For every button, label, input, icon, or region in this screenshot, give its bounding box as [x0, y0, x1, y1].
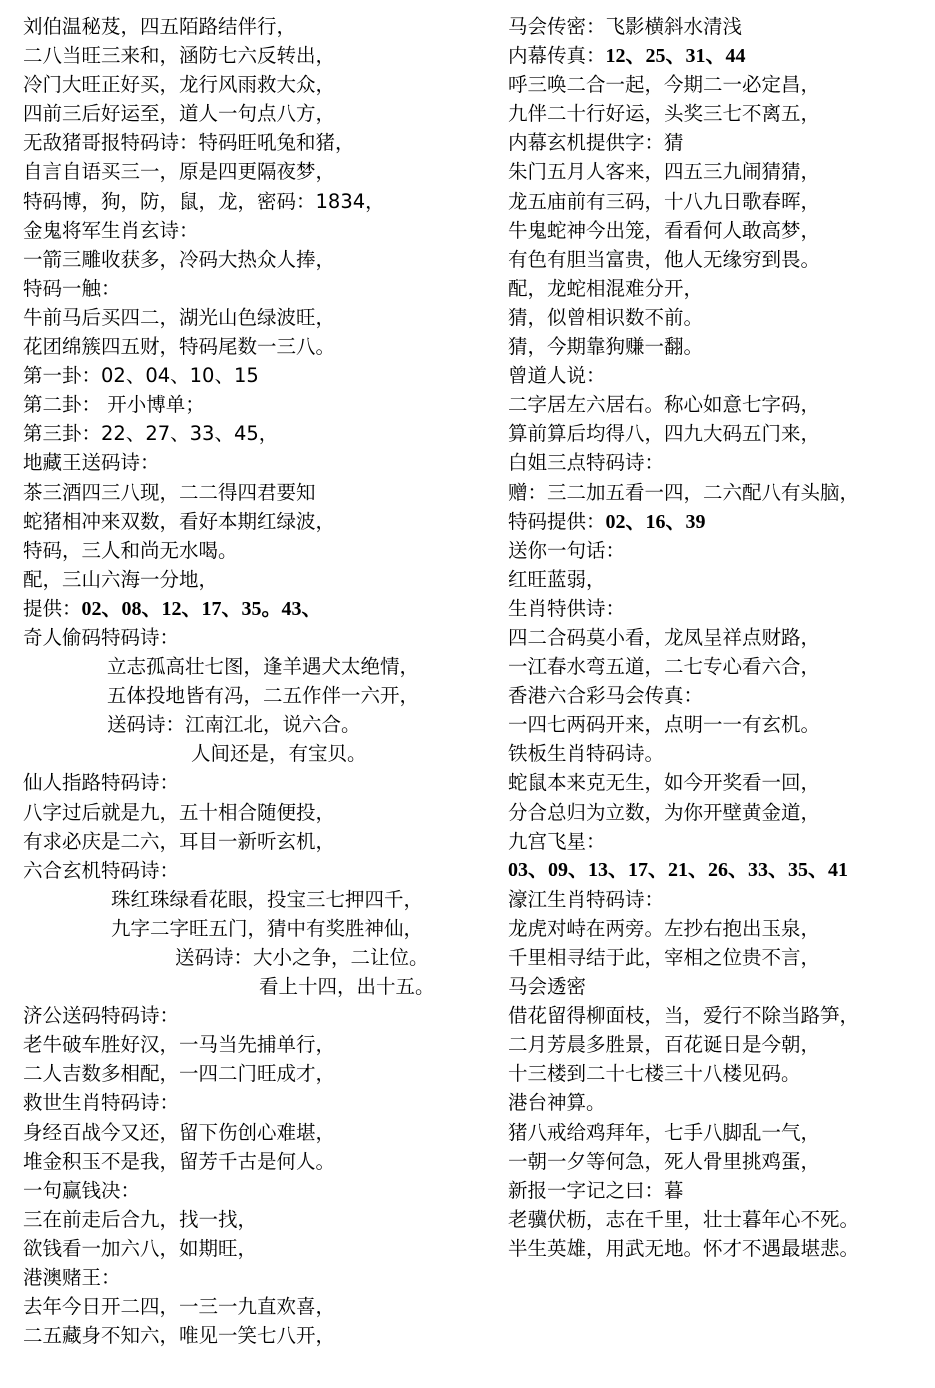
line-numbers: 02、16、39: [605, 510, 706, 533]
poem-line: 看上十四，出十五。: [259, 975, 435, 999]
section-heading: 送你一句话：: [508, 538, 626, 562]
text-line: 呼三唤二合一起，今期二一必定昌，: [508, 73, 821, 97]
text-line: 第三卦：22、27、33、45，: [23, 422, 279, 446]
number-line: [508, 41, 928, 70]
poem-line: 五体投地皆有冯，二五作伴一六开，: [107, 684, 420, 708]
text-line: 二字居左六居右。称心如意七字码，: [508, 393, 821, 417]
section-heading: 地藏王送码诗：: [23, 451, 160, 475]
poem-line: 送码诗：江南江北，说六合。: [107, 713, 361, 737]
text-line: 马会传密：飞影横斜水清浅: [508, 15, 743, 38]
section-heading: 济公送码特码诗：: [23, 1004, 180, 1028]
right-column: [508, 12, 928, 1263]
section-heading: 港台神算。: [508, 1091, 606, 1115]
section-heading: 奇人偷码特码诗：: [23, 625, 180, 649]
number-line: [508, 507, 928, 536]
text-line: 二月芳晨多胜景，百花诞日是今朝，: [508, 1033, 821, 1057]
text-line: 千里相寻结于此，宰相之位贵不言，: [508, 946, 821, 969]
text-line: 无敌猪哥报特码诗：特码旺吼兔和猪，: [23, 131, 355, 155]
section-heading: 六合玄机特码诗：: [23, 858, 180, 882]
poem-line: 珠红珠绿看花眼，投宝三七押四千，: [111, 887, 424, 911]
text-line: 赠：三二加五看一四，二六配八有头脑，: [508, 480, 860, 504]
line-prefix: 提供：: [23, 596, 82, 620]
section-heading: 马会透密: [508, 975, 587, 999]
section-heading: 一句赢钱决：: [23, 1178, 141, 1202]
text-line: 堆金积玉不是我，留芳千古是何人。: [23, 1149, 336, 1173]
text-line: 配，三山六海一分地，: [23, 567, 219, 591]
poem-line: 人间还是，有宝贝。: [191, 742, 367, 766]
text-line: 三在前走后合九，找一找，: [23, 1207, 258, 1231]
section-heading: 曾道人说：: [508, 364, 606, 388]
text-line: 牛前马后买四二，湖光山色绿波旺，: [23, 305, 336, 329]
line-numbers: 12、25、31、44: [605, 45, 746, 68]
section-heading: 生肖特供诗：: [508, 596, 626, 620]
text-line: 自言自语买三一，原是四更隔夜梦，: [23, 160, 336, 184]
text-line: 猪八戒给鸡拜年，七手八脚乱一气，: [508, 1120, 821, 1144]
text-line: 配，龙蛇相混难分开，: [508, 276, 704, 300]
section-heading: 金鬼将军生肖玄诗：: [23, 218, 199, 242]
text-line: 四前三后好运至，道人一句点八方，: [23, 102, 336, 126]
section-heading: 九宫飞星：: [508, 829, 606, 853]
section-heading: 白姐三点特码诗：: [508, 451, 665, 475]
section-heading: 濠江生肖特码诗：: [508, 887, 665, 911]
text-line: 新报一字记之曰：暮: [508, 1178, 684, 1202]
text-line: 有求必庆是二六，耳目一新听玄机，: [23, 829, 336, 853]
text-line: 四二合码莫小看，龙凤呈祥点财路，: [508, 625, 821, 649]
text-line: 龙五庙前有三码，十八九日歌春晖，: [508, 189, 821, 213]
text-line: 猜，今期靠狗赚一翻。: [508, 335, 704, 359]
text-line: 龙虎对峙在两旁。左抄右抱出玉泉，: [508, 916, 821, 940]
text-line: 一江春水弯五道，二七专心看六合，: [508, 655, 821, 679]
text-line: 欲钱看一加六八，如期旺，: [23, 1236, 258, 1260]
text-line: 去年今日开二四，一三一九直欢喜，: [23, 1295, 336, 1319]
text-line: 算前算后均得八，四九大码五门来，: [508, 422, 821, 446]
section-heading: 特码一触：: [23, 276, 121, 300]
text-line: 刘伯温秘芨，四五陌路结伴行，: [23, 15, 297, 38]
text-line: 借花留得柳面枝，当，爱行不除当路笋，: [508, 1004, 860, 1028]
text-line: 第二卦： 开小博单；: [23, 393, 205, 417]
text-line: 二人吉数多相配，一四二门旺成才，: [23, 1062, 336, 1086]
text-line: 内幕玄机提供字：猜: [508, 131, 684, 155]
poem-line: 立志孤高壮七图，逢羊遇犬太绝情，: [107, 655, 420, 679]
left-column: [23, 12, 493, 1350]
section-heading: 香港六合彩马会传真：: [508, 684, 704, 708]
text-line: 牛鬼蛇神今出笼，看看何人敢高梦，: [508, 218, 821, 242]
section-heading: 港澳赌王：: [23, 1266, 121, 1290]
text-line: 老骥伏枥，志在千里，壮士暮年心不死。: [508, 1207, 860, 1231]
line-prefix: 特码提供：: [508, 509, 606, 533]
text-line: 二五藏身不知六，唯见一笑七八开，: [23, 1324, 336, 1348]
text-line: 分合总归为立数，为你开壁黄金道，: [508, 800, 821, 824]
line-prefix: 内幕传真：: [508, 44, 606, 68]
text-line: 八字过后就是九，五十相合随便投，: [23, 800, 336, 824]
text-line: 九伴二十行好运，头奖三七不离五，: [508, 102, 821, 126]
text-line: 特码，三人和尚无水喝。: [23, 538, 238, 562]
text-line: 猜，似曾相识数不前。: [508, 305, 704, 329]
text-line: 老牛破车胜好汉，一马当先捕单行，: [23, 1033, 336, 1057]
text-line: 二八当旺三来和，涵防七六反转出，: [23, 44, 336, 68]
text-line: 有色有胆当富贵，他人无缘穷到畏。: [508, 247, 821, 271]
text-line: 十三楼到二十七楼三十八楼见码。: [508, 1062, 801, 1086]
text-line: 蛇猪相冲来双数，看好本期红绿波，: [23, 509, 336, 533]
number-line: [23, 594, 493, 623]
number-line: 03、09、13、17、21、26、33、35、41: [508, 858, 848, 881]
poem-line: 九字二字旺五门，猜中有奖胜神仙，: [111, 916, 424, 940]
text-line: 第一卦：02、04、10、15: [23, 364, 259, 388]
line-numbers: 02、08、12、17、35。43、: [81, 597, 322, 620]
text-line: 身经百战今又还，留下伤创心难堪，: [23, 1120, 336, 1144]
text-line: 朱门五月人客来，四五三九闹猜猜，: [508, 160, 821, 184]
text-line: 冷门大旺正好买，龙行风雨救大众，: [23, 73, 336, 97]
text-line: 一朝一夕等何急，死人骨里挑鸡蛋，: [508, 1149, 821, 1173]
text-line: 一四七两码开来，点明一一有玄机。: [508, 713, 821, 737]
section-heading: 救世生肖特码诗：: [23, 1091, 180, 1115]
text-line: 特码博，狗，防，鼠，龙，密码：1834，: [23, 189, 385, 213]
section-heading: 仙人指路特码诗：: [23, 771, 180, 795]
text-line: 半生英雄，用武无地。怀才不遇最堪悲。: [508, 1236, 860, 1260]
text-line: 一箭三雕收获多，冷码大热众人捧，: [23, 247, 336, 271]
text-line: 蛇鼠本来克无生，如今开奖看一回，: [508, 771, 821, 795]
text-line: 花团绵簇四五财，特码尾数一三八。: [23, 335, 336, 359]
text-line: 红旺蓝弱，: [508, 567, 606, 591]
poem-line: 送码诗：大小之争，二让位。: [175, 946, 429, 969]
text-line: 茶三酒四三八现，二二得四君要知: [23, 480, 316, 504]
section-heading: 铁板生肖特码诗。: [508, 742, 665, 766]
